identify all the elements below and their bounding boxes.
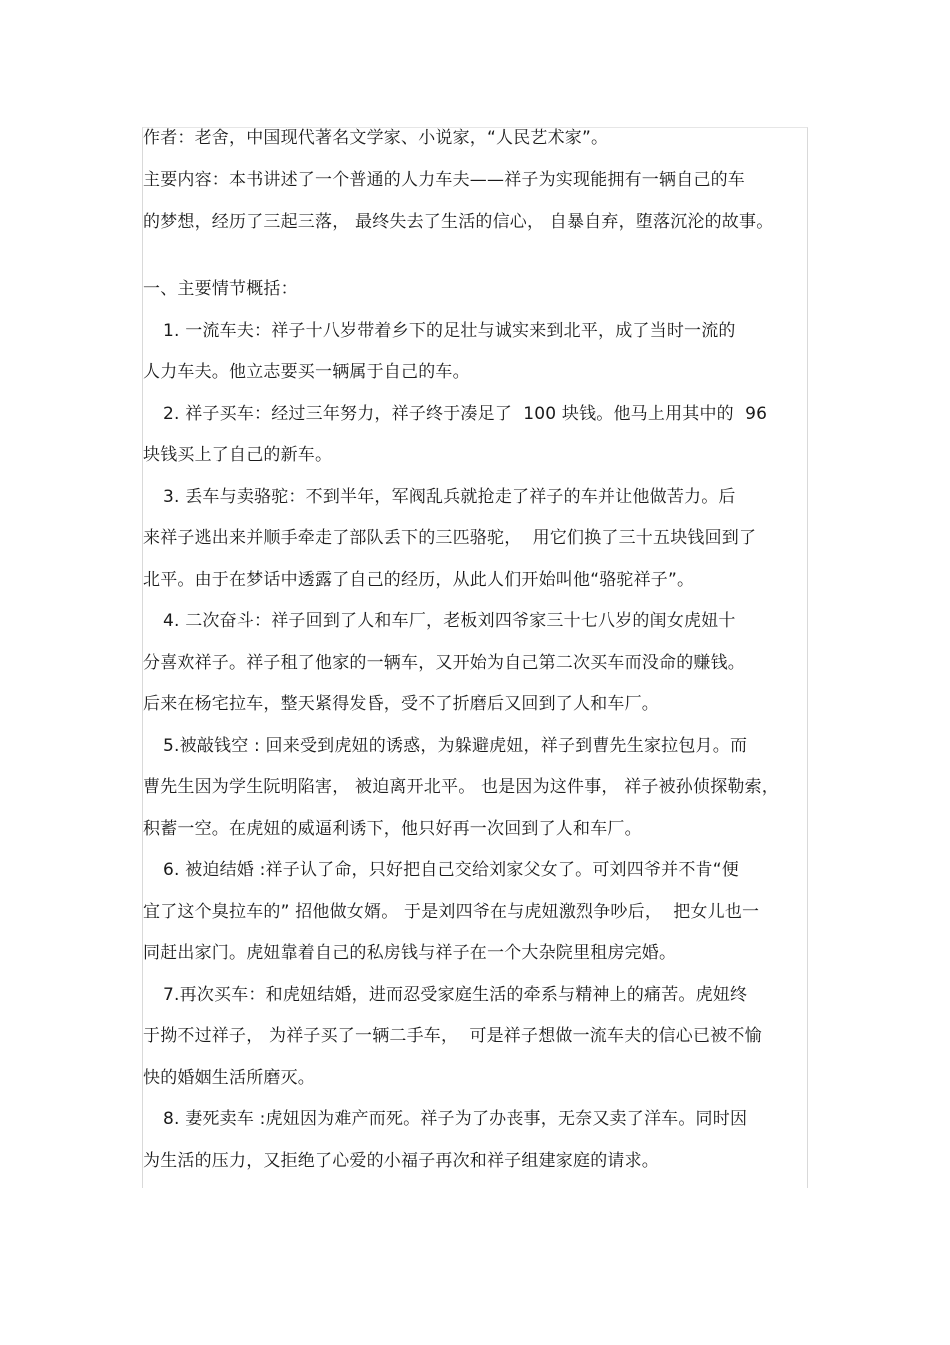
plot-item-7-line: 于拗不过祥子， 为祥子买了一辆二手车， 可是祥子想做一流车夫的信心已被不愉 bbox=[143, 1026, 762, 1046]
plot-item-5-line: 曹先生因为学生阮明陷害， 被迫离开北平。 也是因为这件事， 祥子被孙侦探勒索， bbox=[143, 777, 780, 797]
plot-item-3-line: 来祥子逃出来并顺手牵走了部队丢下的三匹骆驼， 用它们换了三十五块钱回到了 bbox=[143, 528, 757, 548]
section-title: 一、主要情节概括： bbox=[143, 279, 298, 299]
plot-item-6-line: 同赶出家门。虎妞靠着自己的私房钱与祥子在一个大杂院里租房完婚。 bbox=[143, 943, 677, 963]
plot-item-5-line: 积蓄一空。在虎妞的威逼利诱下，他只好再一次回到了人和车厂。 bbox=[143, 819, 642, 839]
plot-item-6-line: 宜了这个臭拉车的” 招他做女婿。 于是刘四爷在与虎妞激烈争吵后， 把女儿也一 bbox=[143, 902, 760, 922]
plot-item-3-line: 北平。由于在梦话中透露了自己的经历，从此人们开始叫他“骆驼祥子”。 bbox=[143, 570, 695, 590]
plot-item-1-line: 1. 一流车夫：祥子十八岁带着乡下的足壮与诚实来到北平，成了当时一流的 bbox=[163, 321, 736, 341]
plot-item-4-line: 分喜欢祥子。祥子租了他家的一辆车，又开始为自己第二次买车而没命的赚钱。 bbox=[143, 653, 745, 673]
summary-line: 主要内容：本书讲述了一个普通的人力车夫——祥子为实现能拥有一辆自己的车 bbox=[143, 170, 745, 190]
plot-item-4-line: 4. 二次奋斗：祥子回到了人和车厂，老板刘四爷家三十七八岁的闺女虎妞十 bbox=[163, 611, 736, 631]
author-line: 作者：老舍，中国现代著名文学家、小说家，“人民艺术家”。 bbox=[143, 128, 609, 148]
plot-item-1-line: 人力车夫。他立志要买一辆属于自己的车。 bbox=[143, 362, 470, 382]
plot-item-4-line: 后来在杨宅拉车，整天紧得发昏，受不了折磨后又回到了人和车厂。 bbox=[143, 694, 659, 714]
plot-item-8-line: 8. 妻死卖车 :虎妞因为难产而死。祥子为了办丧事，无奈又卖了洋车。同时因 bbox=[163, 1109, 748, 1129]
plot-item-7-line: 快的婚姻生活所磨灭。 bbox=[143, 1068, 315, 1088]
plot-item-2-line: 2. 祥子买车：经过三年努力，祥子终于凑足了 100 块钱。他马上用其中的 96 bbox=[163, 404, 768, 424]
plot-item-6-line: 6. 被迫结婚 :祥子认了命，只好把自己交给刘家父女了。可刘四爷并不肯“便 bbox=[163, 860, 739, 880]
plot-item-7-line: 7.再次买车：和虎妞结婚，进而忍受家庭生活的牵系与精神上的痛苦。虎妞终 bbox=[163, 985, 748, 1005]
plot-item-2-line: 块钱买上了自己的新车。 bbox=[143, 445, 333, 465]
plot-item-5-line: 5.被敲钱空 : 回来受到虎妞的诱惑，为躲避虎妞，祥子到曹先生家拉包月。而 bbox=[163, 736, 748, 756]
summary-line: 的梦想，经历了三起三落， 最终失去了生活的信心， 自暴自弃，堕落沉沦的故事。 bbox=[143, 212, 774, 232]
plot-item-3-line: 3. 丢车与卖骆驼：不到半年，军阀乱兵就抢走了祥子的车并让他做苦力。后 bbox=[163, 487, 736, 507]
plot-item-8-line: 为生活的压力，又拒绝了心爱的小福子再次和祥子组建家庭的请求。 bbox=[143, 1151, 659, 1171]
